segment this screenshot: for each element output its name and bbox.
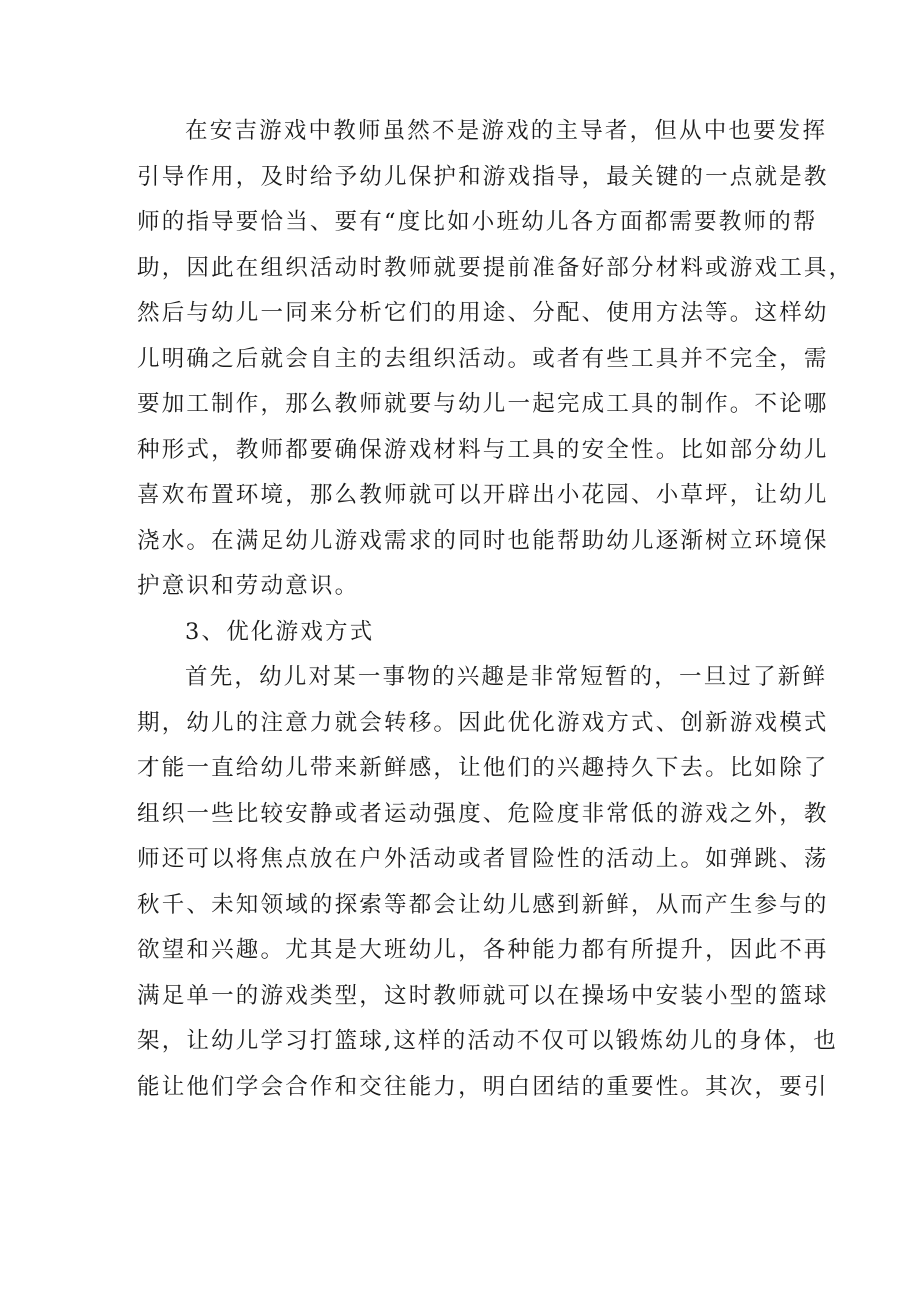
text-line: 种形式，教师都要确保游戏材料与工具的安全性。比如部分幼儿 (137, 436, 829, 463)
text-line: 要加工制作，那么教师就要与幼儿一起完成工具的制作。不论哪 (137, 391, 829, 417)
text-line: 喜欢布置环境，那么教师就可以开辟出小花园、小草坪，让幼儿 (137, 482, 829, 508)
text-line: 秋千、未知领域的探索等都会让幼儿感到新鲜，从而产生参与的 (137, 891, 829, 918)
paragraph-first-line: 首先，幼儿对某一事物的兴趣是非常短暂的，一旦过了新鲜 (185, 664, 828, 690)
paragraph-first-line: 3、优化游戏方式 (185, 618, 375, 645)
paragraph-first-line: 在安吉游戏中教师虽然不是游戏的主导者，但从中也要发挥 (185, 118, 828, 144)
text-line: 助，因此在组织活动时教师就要提前准备好部分材料或游戏工具， (137, 254, 854, 281)
text-line: 组织一些比较安静或者运动强度、危险度非常低的游戏之外，教 (137, 800, 829, 827)
text-line: 然后与幼儿一同来分析它们的用途、分配、使用方法等。这样幼 (137, 300, 829, 326)
text-line: 满足单一的游戏类型，这时教师就可以在操场中安装小型的篮球 (137, 982, 829, 1009)
text-line: 师还可以将焦点放在户外活动或者冒险性的活动上。如弹跳、荡 (137, 846, 829, 872)
text-line: 欲望和兴趣。尤其是大班幼儿，各种能力都有所提升，因此不再 (137, 937, 829, 963)
text-line: 师的指导要恰当、要有“度比如小班幼儿各方面都需要教师的帮 (137, 209, 818, 235)
body-text (137, 109, 854, 1110)
text-line: 才能一直给幼儿带来新鲜感，让他们的兴趣持久下去。比如除了 (137, 755, 829, 781)
text-line: 护意识和劳动意识。 (137, 573, 360, 599)
text-line: 引导作用，及时给予幼儿保护和游戏指导，最关键的一点就是教 (137, 163, 829, 190)
text-line: 架，让幼儿学习打篮球,这样的活动不仅可以锻炼幼儿的身体，也 (137, 1028, 838, 1054)
text-line: 儿明确之后就会自主的去组织活动。或者有些工具并不完全，需 (137, 345, 829, 372)
text-line: 浇水。在满足幼儿游戏需求的同时也能帮助幼儿逐渐树立环境保 (137, 527, 829, 554)
text-line: 能让他们学会合作和交往能力，明白团结的重要性。其次，要引 (137, 1073, 829, 1100)
text-line: 期，幼儿的注意力就会转移。因此优化游戏方式、创新游戏模式 (137, 709, 829, 736)
